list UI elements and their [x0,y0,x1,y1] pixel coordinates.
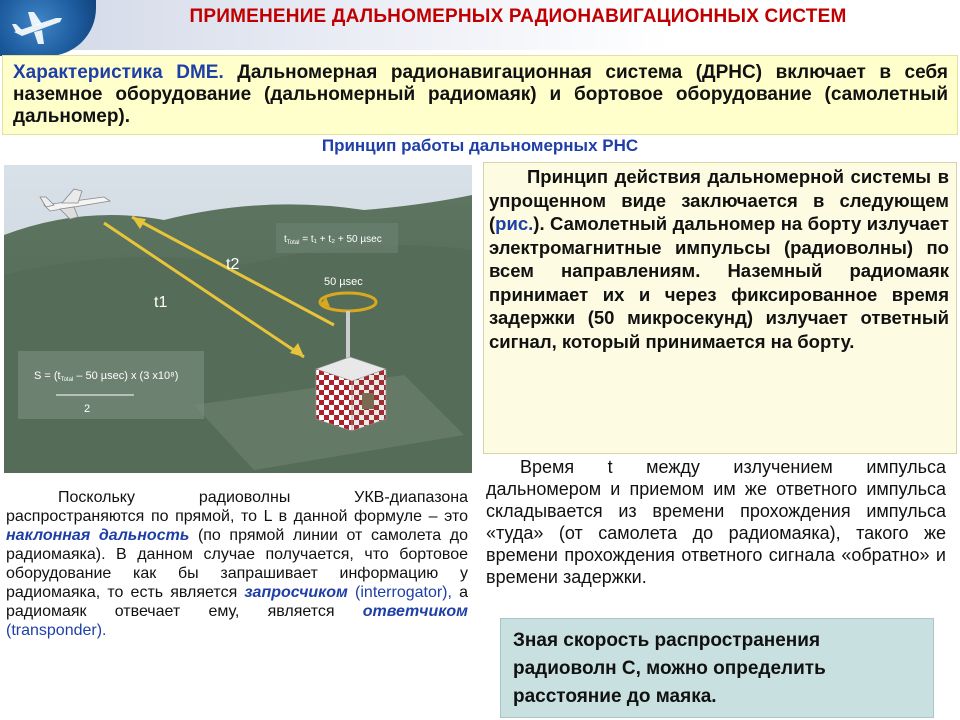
formula-s-box [18,351,204,419]
principle-box [483,162,957,454]
slant-range-term: наклонная дальность [6,527,190,544]
intro-box [2,55,958,135]
t1-label: t1 [154,294,168,311]
svg-text:S = (tTotal – 50 µsec) x (3 x1: S = (tTotal – 50 µsec) x (3 x10⁸) [34,370,179,383]
figure-reference: рис. [495,213,534,234]
transponder-term: ответчиком [362,603,468,620]
svg-text:2: 2 [84,403,91,415]
formula-total-box [276,223,398,253]
intro-lead: Характеристика DME. [13,62,224,83]
airplane-icon [8,6,68,48]
principle-text: Принцип действия дальномерной системы в упрощенном виде заключается в следующем (рис.). Самолетный дальномер на борту излучает электромагнитные импульсы (радиоволны) по всем направлениям. Наземный радиомаяк принимает их и через фиксированное время задержки (50 микросекунд) излучает ответный сигнал, который принимается на борту. [489,166,949,352]
page-title: ПРИМЕНЕНИЕ ДАЛЬНОМЕРНЫХ РАДИОНАВИГАЦИОННЫХ СИСТЕМ [189,6,847,27]
intro-body: Дальномерная радионавигационная система (ДРНС) включает в себя наземное оборудование (дальномерный радиомаяк) и бортовое оборудование (самолетный дальномер). [13,62,948,127]
svg-text:tTotal = t₁ + t₂ + 50 µsec: $t_{Total} = t_1 + t_2 + 50$ µsec [284,234,382,246]
logo [0,0,96,56]
section-subtitle: Принцип работы дальномерных РНС [321,136,639,155]
beacon-building [316,357,386,431]
conclusion-box [500,618,934,718]
slant-range-paragraph: Поскольку радиоволны УКВ-диапазона распространяются по прямой, то L в данной формуле – это наклонная дальность (по прямой линии от самолета до радиомаяка). В данном случае получается, что бортовое оборудование как бы запрашивает информацию у радиомаяка, то есть является запросчиком (interrogator), а радиомаяк отвечает ему, является ответчиком (transponder). [6,489,469,639]
delay-label: 50 µsec [324,276,363,288]
intro-text [13,62,948,128]
dme-illustration [4,165,472,473]
interrogator-term: запросчиком [244,584,348,601]
conclusion-text: Зная скорость распространения радиоволн С, можно определить расстояние до маяка. [513,630,826,707]
time-paragraph: Время t между излучением импульса дальномером и приемом им же ответного импульса складывается из времени прохождения импульса «туда» (от самолета до радиомаяка), такого же времени прохождения ответного сигнала «обратно» и времени задержки. [486,457,946,587]
t2-label: t2 [226,256,240,273]
header-bar [0,0,960,50]
